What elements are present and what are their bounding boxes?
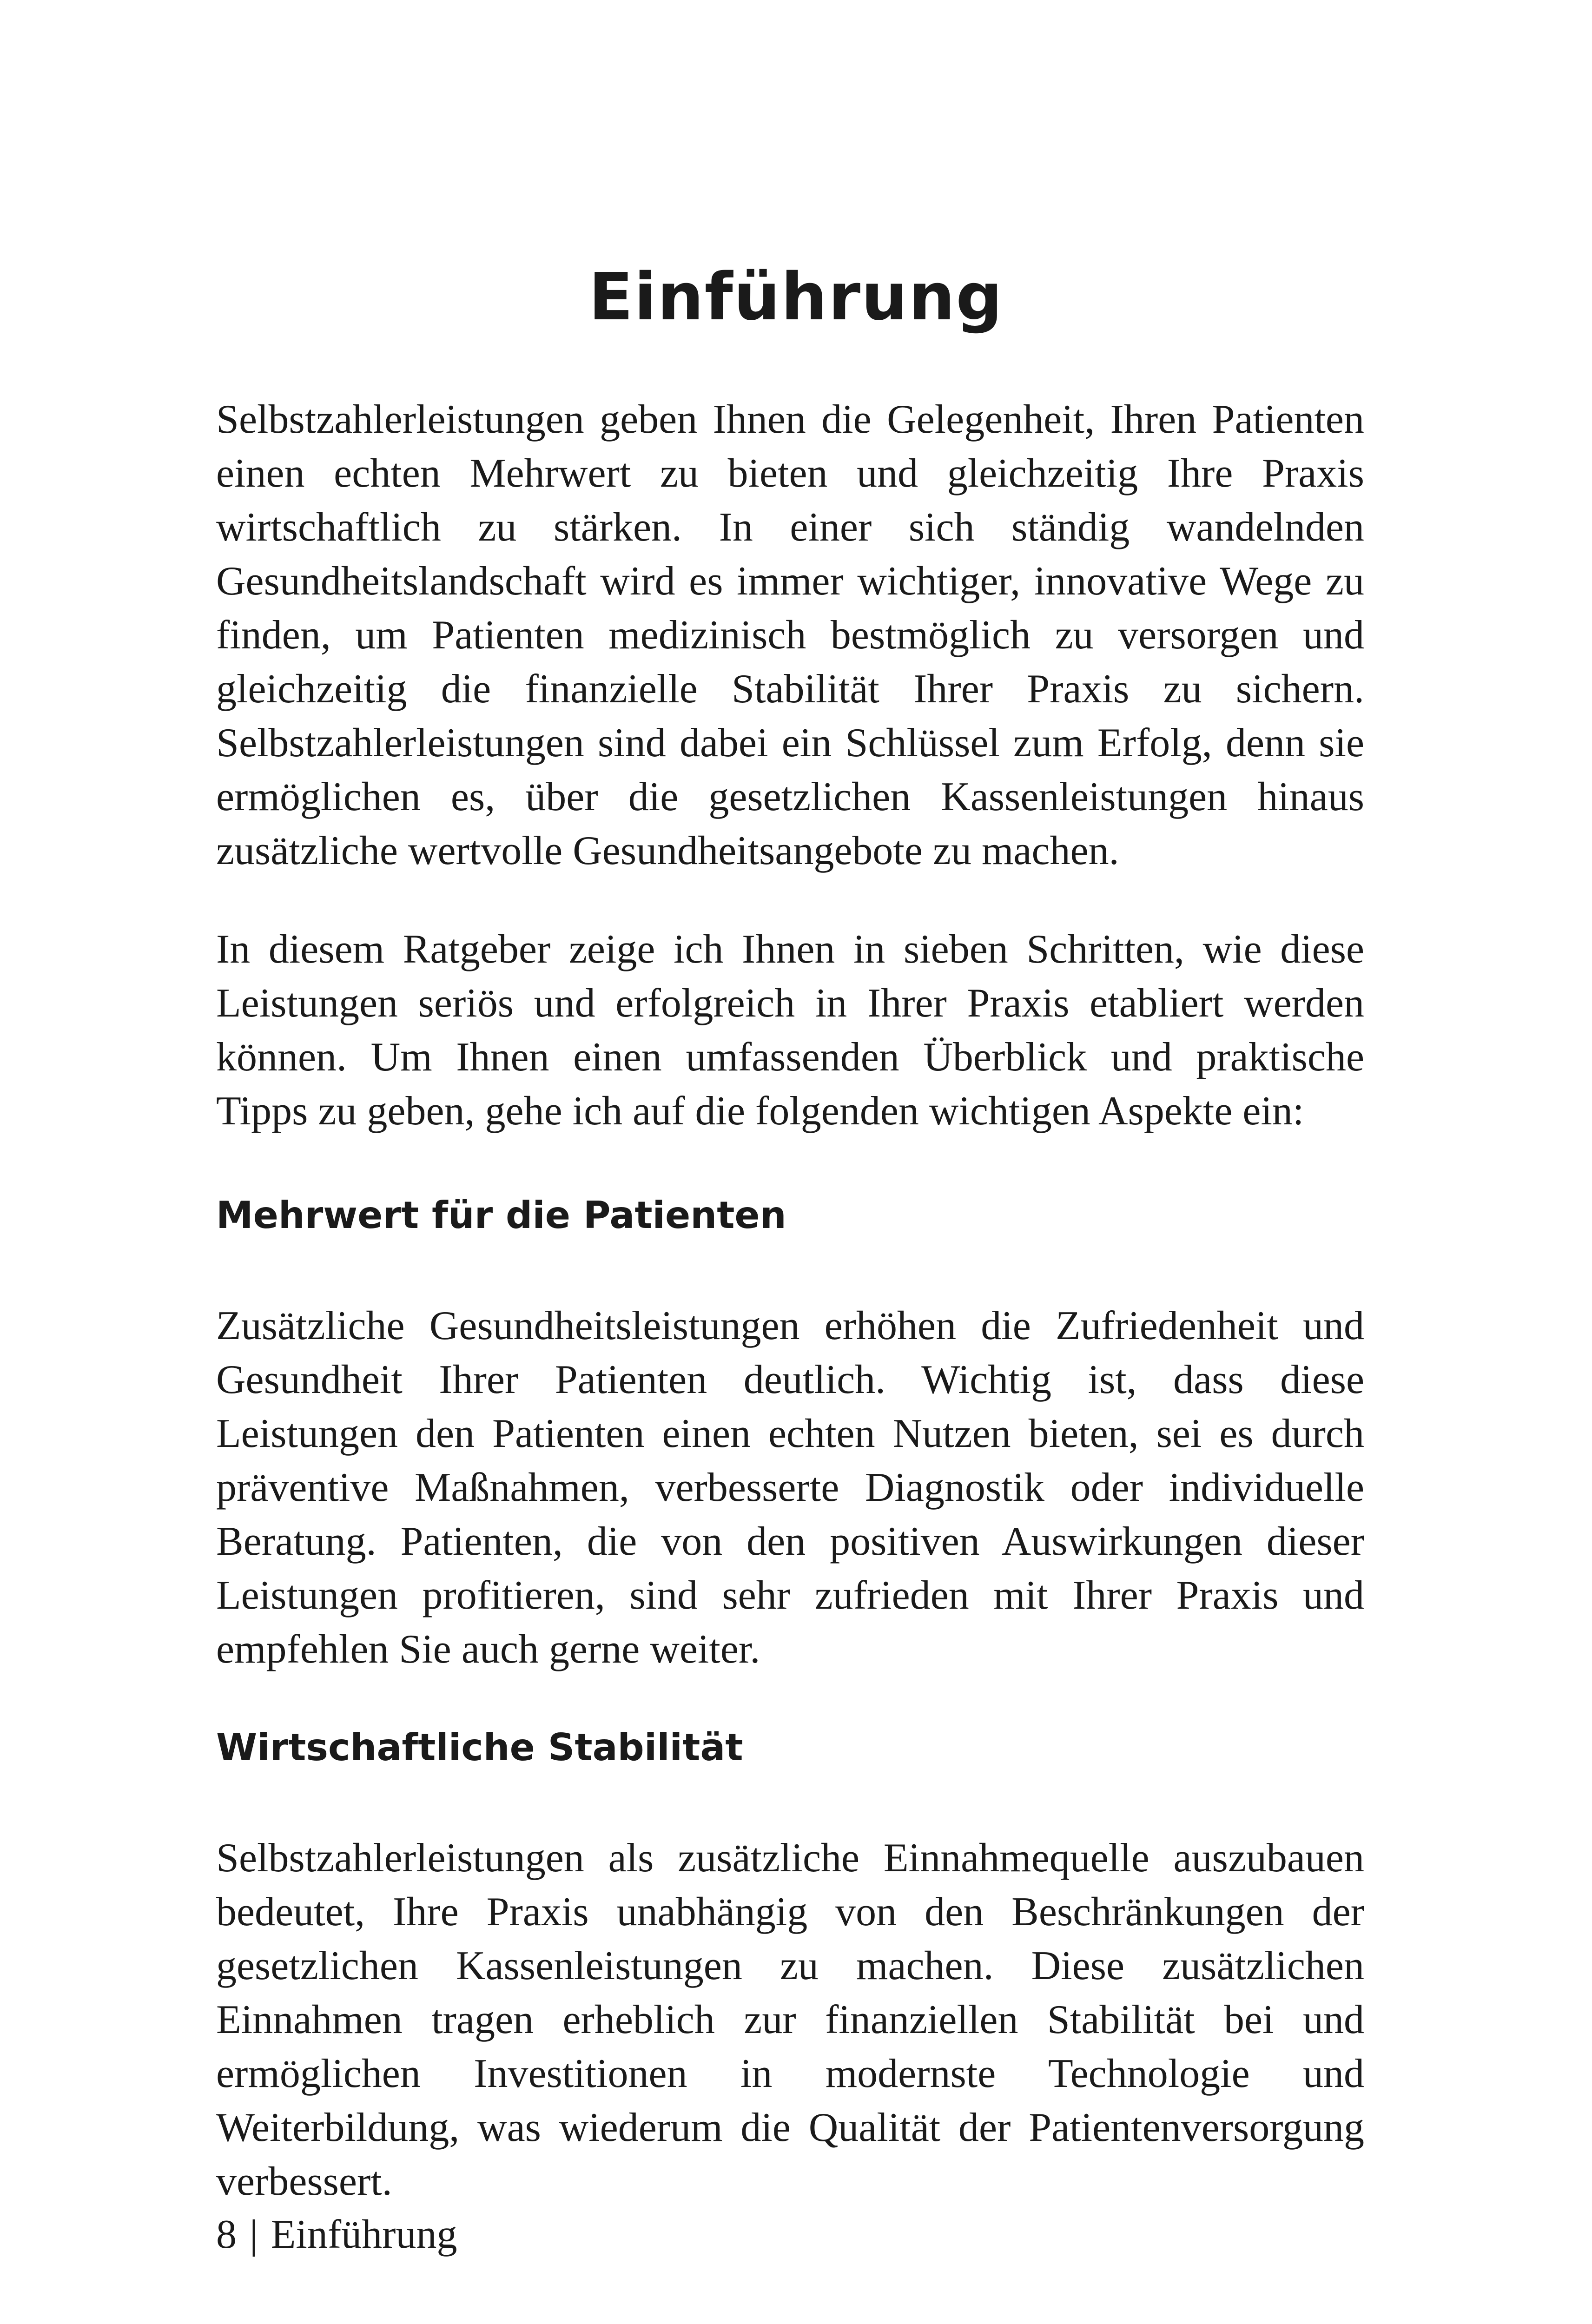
section-text-patient-value: Zusätzliche Gesundheitsleistungen erhöhen die Zufriedenheit und Gesundheit Ihrer Patienten deutlich. Wichtig ist, dass diese Leistungen den Patienten einen echten Nutzen bieten, sei es durch präventive Maßnahmen, verbesserte Diagnostik oder individuelle Beratung. Patienten, die von den positiven Auswirkungen dieser Leistungen profitieren, sind sehr zufrieden mit Ihrer Praxis und empfehlen Sie auch gerne weiter. bbox=[216, 1303, 1364, 1672]
intro-paragraph-1: Selbstzahlerleistungen geben Ihnen die Gelegenheit, Ihren Patienten einen echten Mehrwert zu bieten und gleichzeitig Ihre Praxis wirtschaftlich zu stärken. In einer sich ständig wandelnden Gesundheitslandschaft wird es immer wichtiger, innovative Wege zu finden, um Patienten medizinisch bestmöglich zu versorgen und gleichzeitig die finanzielle Stabilität Ihrer Praxis zu sichern. Selbstzahlerleistungen sind dabei ein Schlüssel zum Erfolg, denn sie ermöglichen es, über die gesetzlichen Kassenleistungen hinaus zusätzliche wertvolle Gesundheitsangebote zu machen. bbox=[216, 397, 1364, 873]
page-number: 8 bbox=[216, 2212, 237, 2257]
page-footer bbox=[216, 2208, 457, 2262]
footer-separator: | bbox=[250, 2212, 258, 2257]
footer-chapter-title: Einführung bbox=[271, 2212, 457, 2257]
section-text-economic-stability: Selbstzahlerleistungen als zusätzliche Einnahmequelle auszubauen bedeutet, Ihre Praxis unabhängig von den Beschränkungen der gesetzlichen Kassenleistungen zu machen. Diese zusätzlichen Einnahmen tragen erheblich zur finanziellen Stabilität bei und ermöglichen Investitionen in modernste Technologie und Weiterbildung, was wiederum die Qualität der Patientenversorgung verbessert. bbox=[216, 1835, 1364, 2204]
chapter-title: Einführung bbox=[588, 259, 1004, 335]
intro-paragraph-2: In diesem Ratgeber zeige ich Ihnen in sieben Schritten, wie diese Leistungen seriös und erfolgreich in Ihrer Praxis etabliert werden können. Um Ihnen einen umfassenden Überblick und praktische Tipps zu geben, gehe ich auf die folgenden wichtigen Aspekte ein: bbox=[216, 927, 1364, 1134]
section-heading-economic-stability: Wirtschaftliche Stabilität bbox=[216, 1726, 743, 1769]
section-heading-patient-value: Mehrwert für die Patienten bbox=[216, 1194, 786, 1237]
